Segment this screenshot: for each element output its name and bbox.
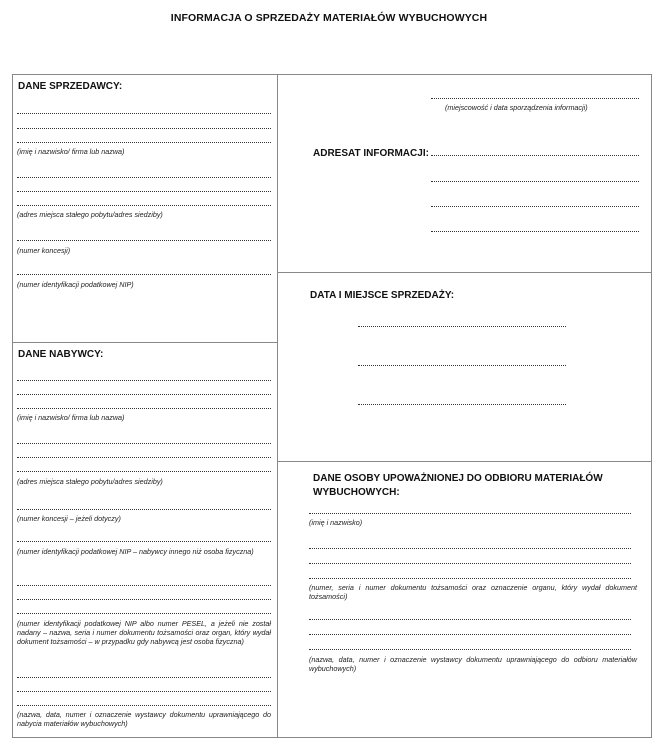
- buyer-address-line-1[interactable]: [17, 443, 271, 444]
- authorized-permit-line-2[interactable]: [309, 634, 631, 635]
- seller-license-label: (numer koncesji): [17, 246, 71, 255]
- authorized-doc-label: (numer, seria i numer dokumentu tożsamości oraz oznaczenie organu, który wydał dokument tożsamości): [309, 583, 637, 601]
- authorized-doc-line-2[interactable]: [309, 563, 631, 564]
- buyer-address-line-2[interactable]: [17, 457, 271, 458]
- seller-nip-line[interactable]: [17, 274, 271, 275]
- authorized-doc-line-1[interactable]: [309, 548, 631, 549]
- addressee-line-3[interactable]: [431, 206, 639, 207]
- seller-address-line-1[interactable]: [17, 177, 271, 178]
- buyer-nip-line[interactable]: [17, 541, 271, 542]
- sale-heading: DATA I MIEJSCE SPRZEDAŻY:: [310, 290, 455, 301]
- authorized-permit-line-1[interactable]: [309, 619, 631, 620]
- seller-buyer-divider: [12, 342, 278, 343]
- addressee-line-4[interactable]: [431, 231, 639, 232]
- authorized-doc-line-3[interactable]: [309, 578, 631, 579]
- buyer-id-line-1[interactable]: [17, 585, 271, 586]
- seller-name-line-2[interactable]: [17, 128, 271, 129]
- authorized-permit-line-3[interactable]: [309, 649, 631, 650]
- buyer-name-line-2[interactable]: [17, 394, 271, 395]
- buyer-address-label: (adres miejsca stałego pobytu/adres siedziby): [17, 477, 163, 486]
- buyer-permit-label: (nazwa, data, numer i oznaczenie wystawcy dokumentu uprawniającego do nabycia materiałów wybuchowych): [17, 710, 271, 728]
- column-divider: [277, 74, 278, 738]
- buyer-license-label: (numer koncesji – jeżeli dotyczy): [17, 514, 121, 523]
- form-title: INFORMACJA O SPRZEDAŻY MATERIAŁÓW WYBUCHOWYCH: [170, 12, 488, 24]
- authorized-permit-label: (nazwa, data, numer i oznaczenie wystawcy dokumentu uprawniającego do odbioru materiałów wybuchowych): [309, 655, 637, 673]
- sale-line-3[interactable]: [358, 404, 566, 405]
- place-date-line[interactable]: [431, 98, 639, 99]
- addressee-line-2[interactable]: [431, 181, 639, 182]
- authorized-heading-line-1: DANE OSOBY UPOWAŻNIONEJ DO ODBIORU MATERIAŁÓW: [313, 473, 603, 484]
- place-date-label: (miejscowość i data sporządzenia informacji): [445, 103, 588, 112]
- buyer-license-line[interactable]: [17, 509, 271, 510]
- seller-heading: DANE SPRZEDAWCY:: [18, 81, 123, 92]
- buyer-permit-line-2[interactable]: [17, 691, 271, 692]
- buyer-address-line-3[interactable]: [17, 471, 271, 472]
- addressee-line-1[interactable]: [431, 155, 639, 156]
- seller-name-label: (imię i nazwisko/ firma lub nazwa): [17, 147, 125, 156]
- sale-line-1[interactable]: [358, 326, 566, 327]
- authorized-name-label: (imię i nazwisko): [309, 518, 363, 527]
- sale-authorized-divider: [277, 461, 652, 462]
- buyer-permit-line-1[interactable]: [17, 677, 271, 678]
- buyer-heading: DANE NABYWCY:: [18, 349, 104, 360]
- seller-address-label: (adres miejsca stałego pobytu/adres siedziby): [17, 210, 163, 219]
- addressee-sale-divider: [277, 272, 652, 273]
- authorized-heading-line-2: WYBUCHOWYCH:: [313, 487, 400, 498]
- addressee-heading: ADRESAT INFORMACJI:: [313, 148, 429, 159]
- seller-address-line-3[interactable]: [17, 205, 271, 206]
- authorized-heading: [313, 472, 603, 500]
- seller-name-line-1[interactable]: [17, 113, 271, 114]
- buyer-name-label: (imię i nazwisko/ firma lub nazwa): [17, 413, 125, 422]
- seller-name-line-3[interactable]: [17, 142, 271, 143]
- buyer-id-line-2[interactable]: [17, 599, 271, 600]
- sale-line-2[interactable]: [358, 365, 566, 366]
- buyer-id-line-3[interactable]: [17, 613, 271, 614]
- authorized-name-line[interactable]: [309, 513, 631, 514]
- buyer-name-line-3[interactable]: [17, 408, 271, 409]
- buyer-nip-label: (numer identyfikacji podatkowej NIP – nabywcy innego niż osoba fizyczna): [17, 547, 254, 556]
- seller-nip-label: (numer identyfikacji podatkowej NIP): [17, 280, 134, 289]
- buyer-id-label: (numer identyfikacji podatkowej NIP albo numer PESEL, a jeżeli nie został nadany – nazwa, seria i numer dokumentu tożsamości oraz organ, który wydał dokument tożsamości – w przypadku gdy nabywcą jest osoba fizyczna): [17, 619, 271, 646]
- seller-address-line-2[interactable]: [17, 191, 271, 192]
- buyer-name-line-1[interactable]: [17, 380, 271, 381]
- seller-license-line[interactable]: [17, 240, 271, 241]
- buyer-permit-line-3[interactable]: [17, 705, 271, 706]
